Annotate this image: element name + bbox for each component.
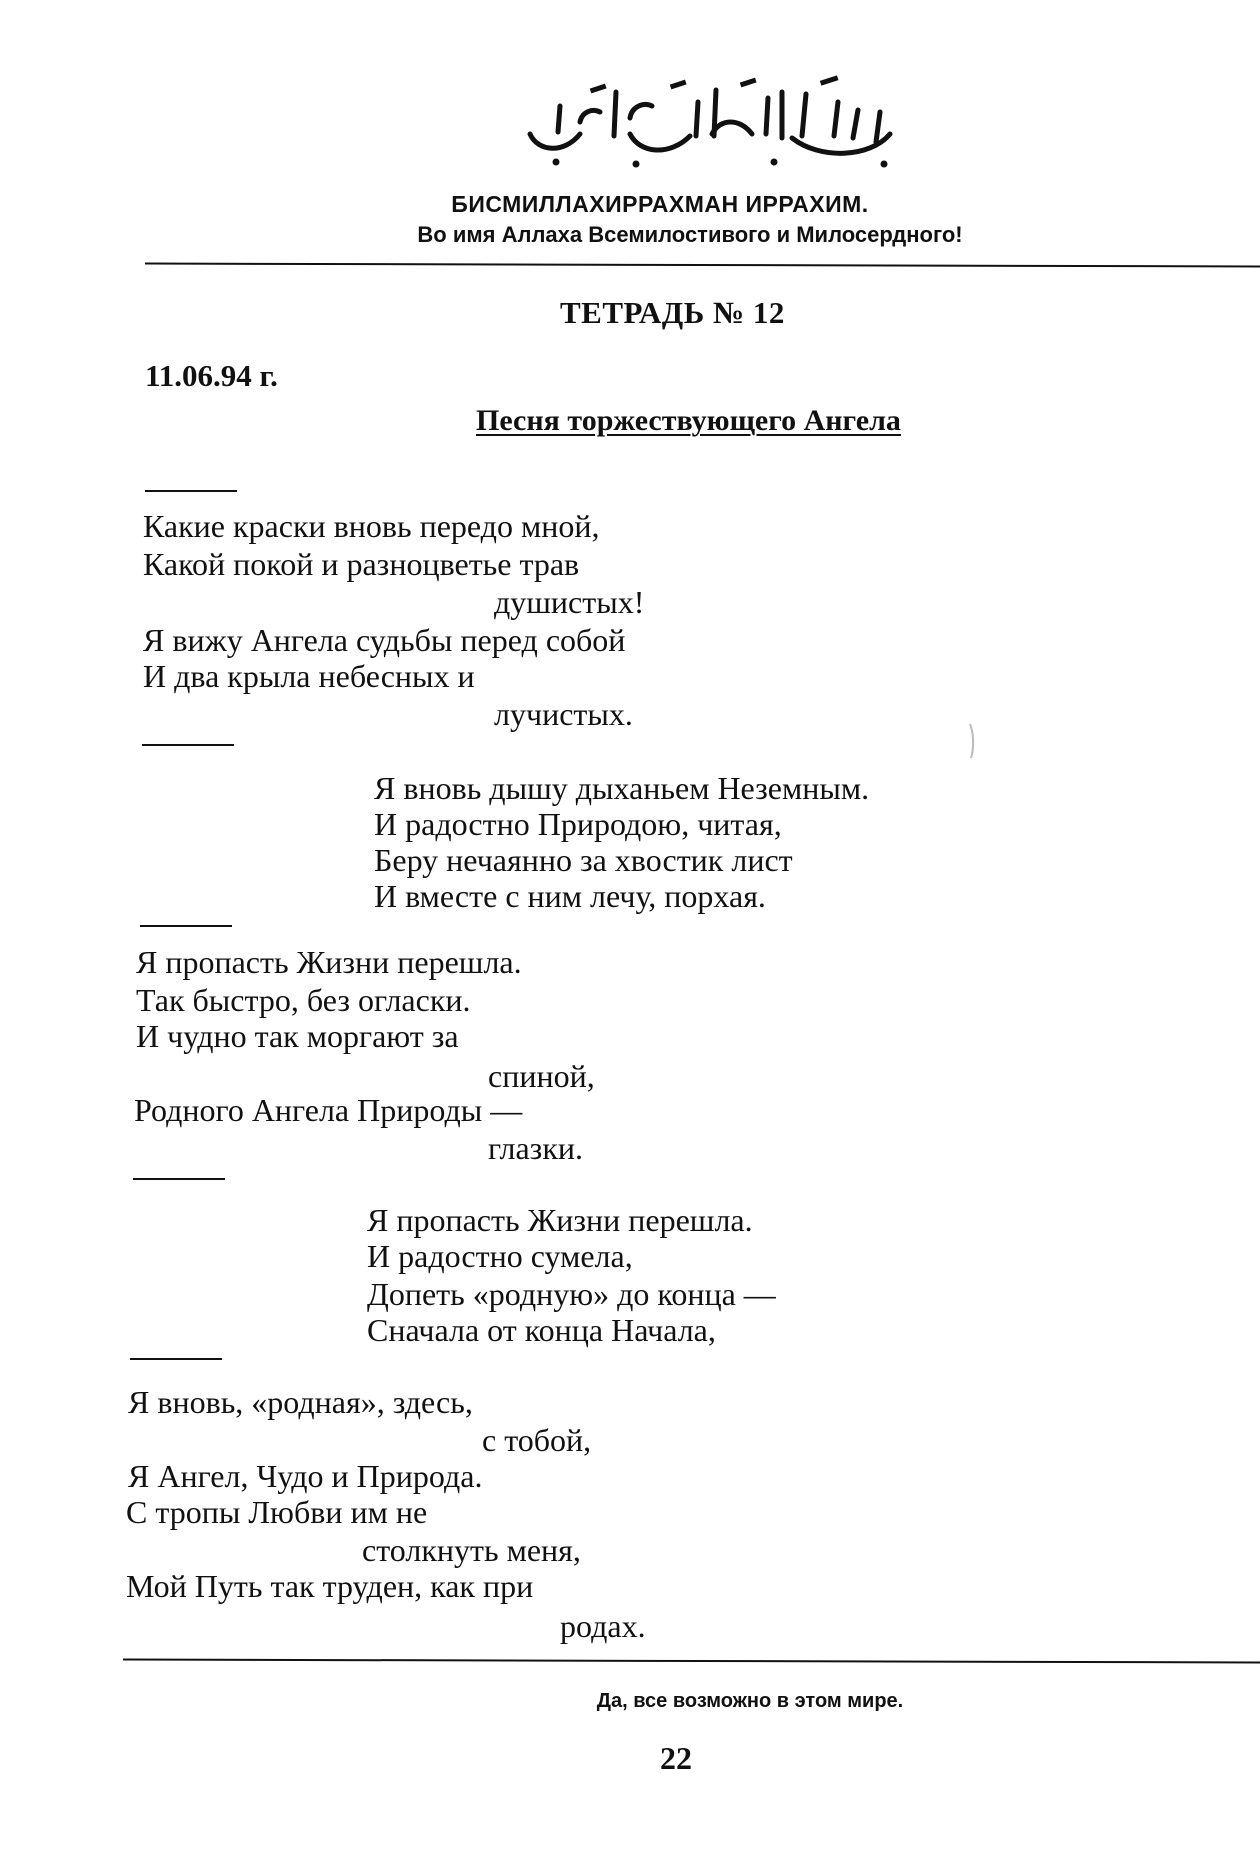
poem-line: Я вновь дышу дыханьем Неземным. [374, 770, 870, 806]
poem-line: Так быстро, без огласки. [136, 982, 471, 1018]
poem-line: Я вижу Ангела судьбы перед собой [143, 622, 626, 658]
poem-line: Я пропасть Жизни перешла. [367, 1202, 753, 1238]
poem-line: Какой покой и разноцветье трав [143, 546, 580, 582]
footer-divider [123, 1659, 1260, 1664]
poem-line: Беру нечаянно за хвостик лист [374, 842, 793, 878]
scan-speck [968, 722, 976, 760]
poem-line: Какие краски вновь передо мной, [143, 508, 600, 544]
stanza-divider [140, 925, 232, 927]
poem-line: Сначала от конца Начала, [367, 1312, 716, 1348]
entry-date: 11.06.94 г. [145, 358, 278, 393]
poem-line: С тропы Любви им не [126, 1494, 428, 1530]
poem-line: И вместе с ним лечу, порхая. [374, 878, 766, 914]
header-bismillah-translation: Во имя Аллаха Всемилостивого и Милосердного! [417, 222, 963, 247]
poem-line: Допеть «родную» до конца — [367, 1276, 776, 1312]
stanza-divider [133, 1178, 225, 1180]
stanza-divider [142, 744, 234, 746]
poem-line: лучистых. [494, 696, 633, 732]
stanza-divider [145, 490, 237, 492]
poem-line: И радостно сумела, [367, 1238, 633, 1274]
poem-line: Я пропасть Жизни перешла. [136, 944, 522, 980]
notebook-title: ТЕТРАДЬ № 12 [560, 295, 785, 330]
poem-line: родах. [560, 1608, 646, 1644]
poem-line: столкнуть меня, [362, 1532, 581, 1568]
song-title: Песня торжествующего Ангела [476, 404, 901, 437]
page-number: 22 [660, 1740, 692, 1776]
poem-line: И радостно Природою, читая, [374, 806, 782, 842]
poem-line: душистых! [494, 584, 645, 620]
header-bismillah-transliteration: БИСМИЛЛАХИРРАХМАН ИРРАХИМ. [451, 191, 869, 217]
poem-line: спиной, [488, 1058, 595, 1094]
poem-line: глазки. [488, 1130, 583, 1166]
bismillah-calligraphy [520, 72, 910, 172]
poem-line: Мой Путь так труден, как при [126, 1568, 534, 1604]
header-divider [145, 263, 1260, 268]
poem-line: Я Ангел, Чудо и Природа. [128, 1458, 483, 1494]
poem-line: с тобой, [482, 1422, 592, 1458]
poem-line: Я вновь, «родная», здесь, [128, 1384, 473, 1420]
stanza-divider [130, 1358, 222, 1360]
poem-line: И чудно так моргают за [136, 1018, 459, 1054]
footer-text: Да, все возможно в этом мире. [596, 1690, 904, 1712]
poem-line: Родного Ангела Природы — [134, 1092, 523, 1128]
poem-line: И два крыла небесных и [143, 658, 475, 694]
